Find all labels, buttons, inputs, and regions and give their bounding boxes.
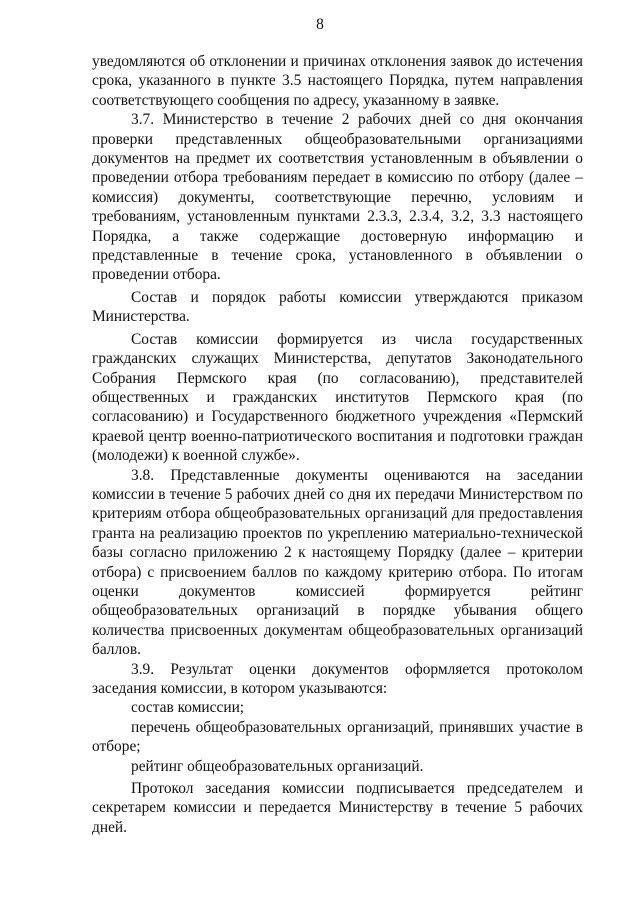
paragraph-3-8: 3.8. Представленные документы оцениваются на заседании комиссии в течение 5 рабочих дней со дня их передачи Министерством по критериям отбора общеобразовательных организаций для предоставления гранта на реализацию проектов по укреплению материально-технической базы согласно приложению 2 к настоящему Порядку (далее – критерии отбора) с присвоением баллов по каждому критерию отбора. По итогам оценки документов комиссией формируется рейтинг общеобразовательных организаций в порядке убывания общего количества присвоенных документам общеобразовательных организаций баллов. [92, 466, 583, 659]
paragraph-commission-composition: Состав комиссии формируется из числа государственных гражданских служащих Министерства, депутатов Законодательного Собрания Пермского края (по согласованию), представителей общественных и гражданских институтов Пермского края (по согласованию) и Государственного бюджетного учреждения «Пермский краевой центр военно-патриотического воспитания и подготовки граждан (молодежи) к военной службе». [92, 330, 583, 465]
document-body [92, 52, 583, 837]
paragraph-protocol: Протокол заседания комиссии подписывается председателем и секретарем комиссии и передается Министерству в течение 5 рабочих дней. [92, 780, 583, 836]
paragraph-commission-order: Состав и порядок работы комиссии утверждаются приказом Министерства. [92, 288, 583, 326]
list-item-participants: перечень общеобразовательных организаций, принявших участие в отборе; [92, 718, 583, 756]
list-item-commission-members: состав комиссии; [131, 699, 245, 717]
paragraph-continuation: уведомляются об отклонении и причинах отклонения заявок до истечения срока, указанного в пункте 3.5 настоящего Порядка, путем направления соответствующего сообщения по адресу, указанному в заявке. [92, 53, 583, 109]
paragraph-3-7: 3.7. Министерство в течение 2 рабочих дней со дня окончания проверки представленных общеобразовательными организациями документов на предмет их соответствия установленным в объявлении о проведении отбора требованиям передает в комиссию по отбору (далее – комиссия) документы, соответствующие перечню, условиям и требованиям, установленным пунктами 2.3.3, 2.3.4, 3.2, 3.3 настоящего Порядка, а также содержащие достоверную информацию и представленные в течение срока, установленного в объявлении о проведении отбора. [92, 111, 583, 284]
list-item-rating: рейтинг общеобразовательных организаций. [131, 757, 424, 775]
paragraph-3-9: 3.9. Результат оценки документов оформляется протоколом заседания комиссии, в котором указываются: [92, 660, 583, 697]
page-number: 8 [316, 16, 324, 33]
